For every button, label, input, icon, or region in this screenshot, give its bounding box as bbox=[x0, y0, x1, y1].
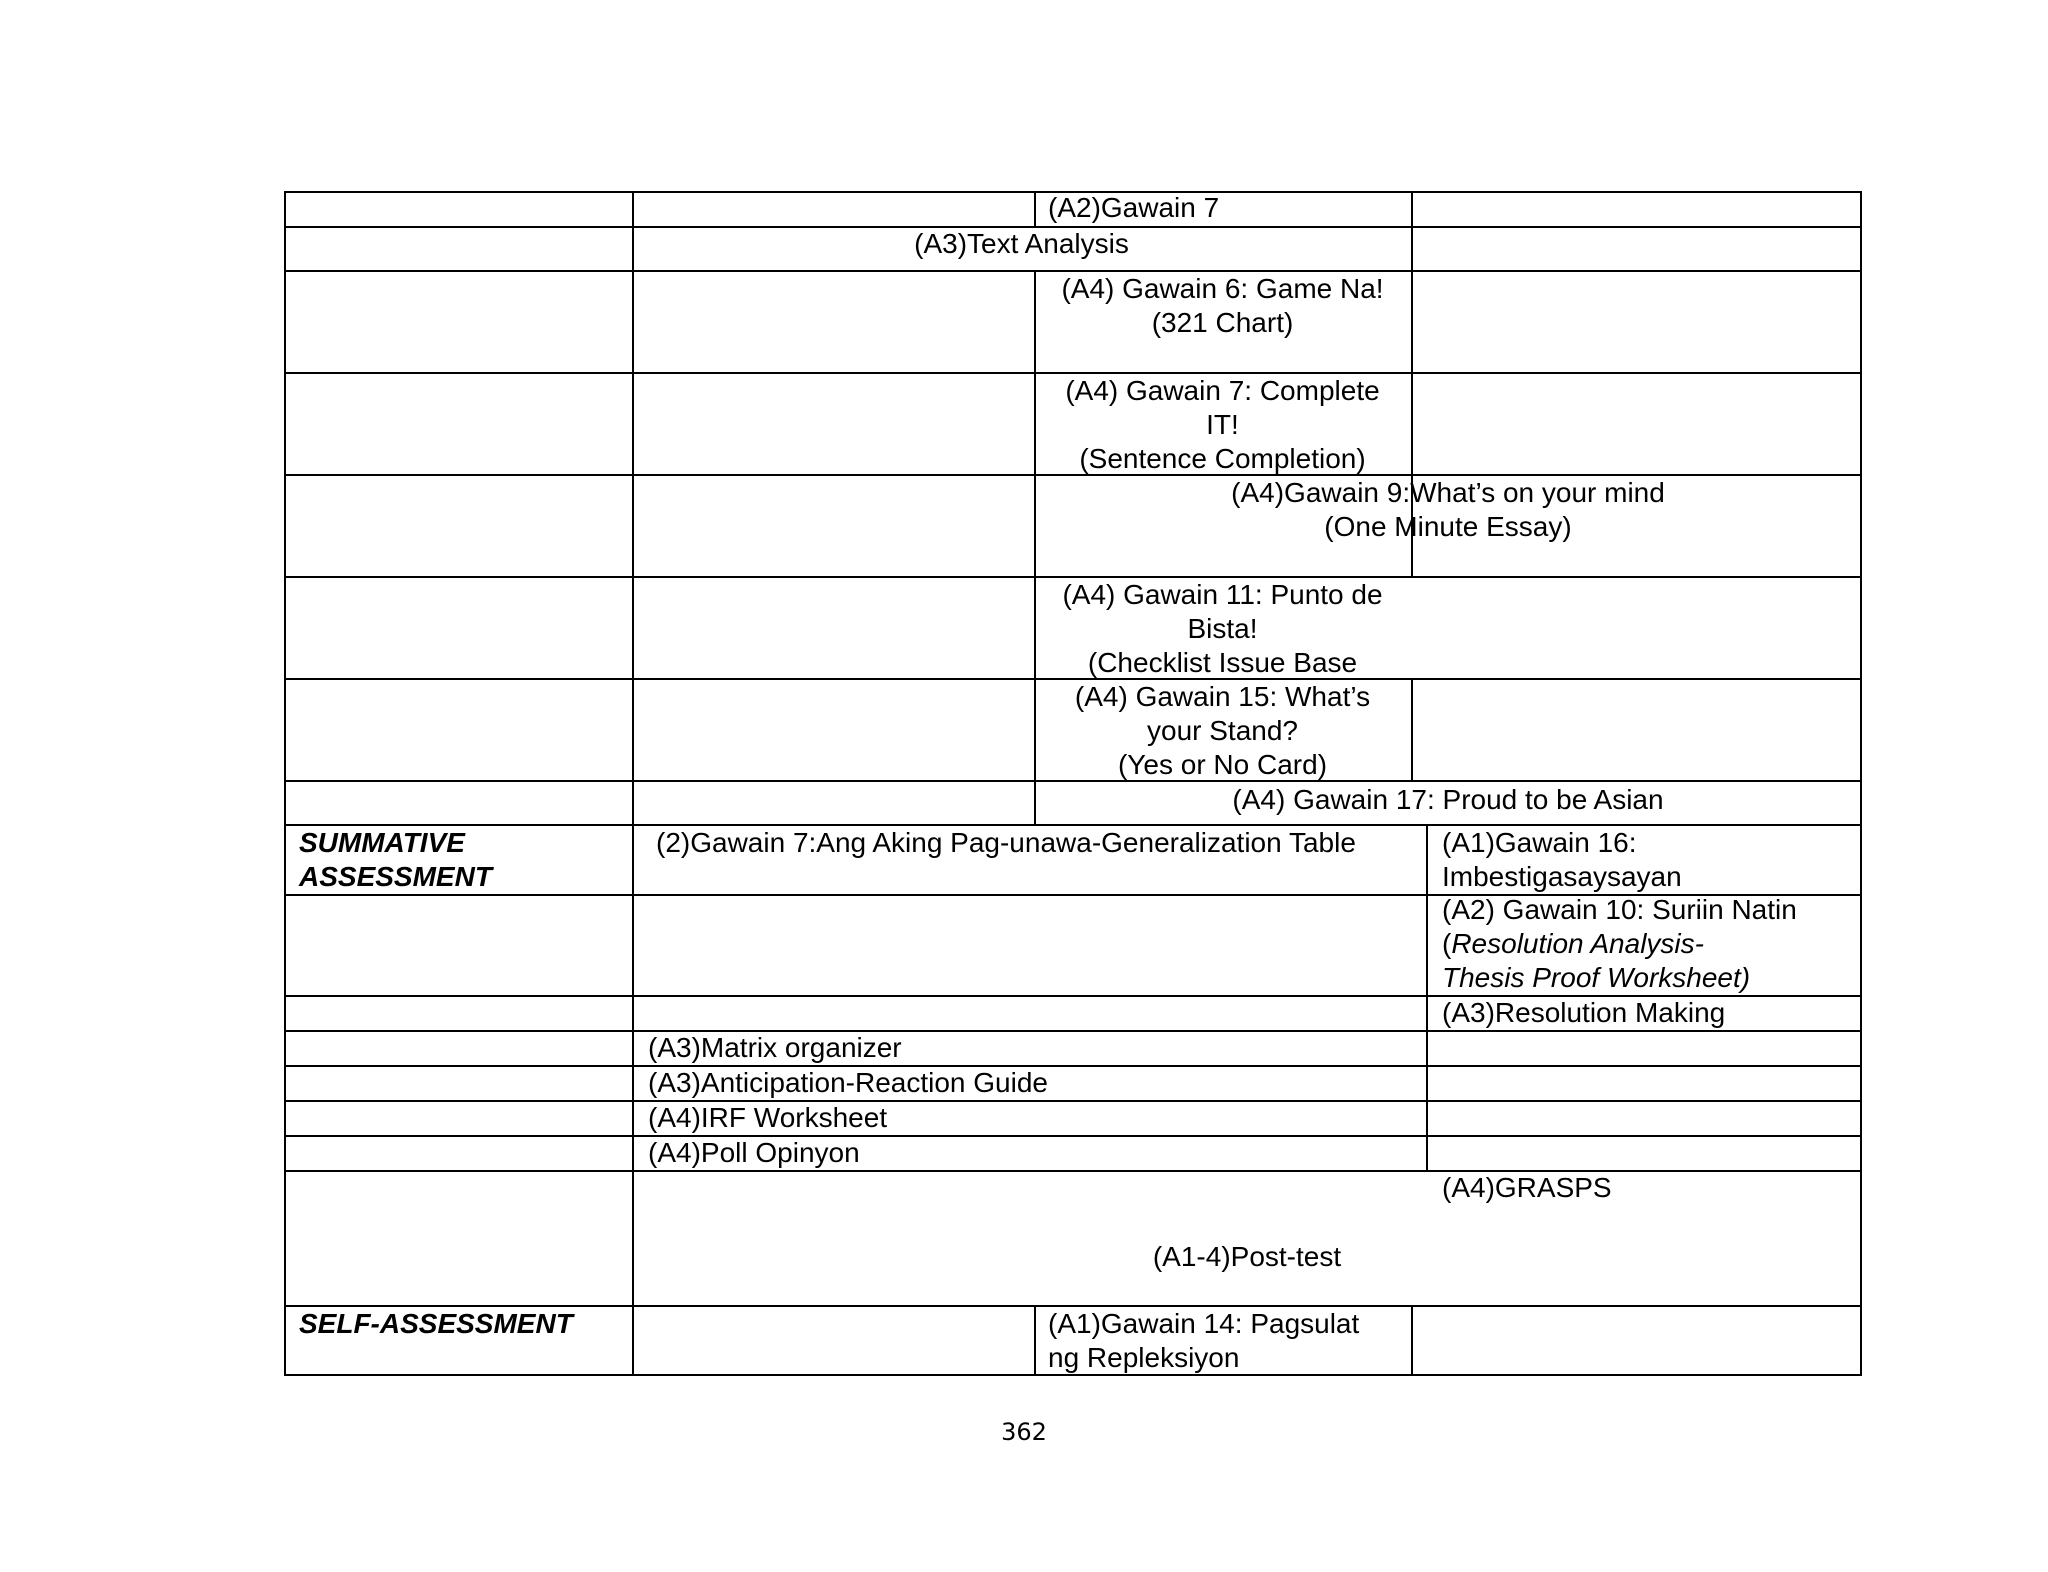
cell-r12-activity: (A3)Matrix organizer bbox=[648, 1032, 902, 1063]
cell-line: IT! bbox=[1206, 409, 1239, 440]
row-divider bbox=[284, 1065, 1862, 1067]
cell-r6-activity bbox=[1034, 578, 1411, 680]
cell-line: Thesis Proof Worksheet) bbox=[1442, 962, 1751, 993]
cell-line: (A1)Gawain 16: bbox=[1442, 827, 1637, 858]
cell-r16-right: (A4)GRASPS bbox=[1442, 1172, 1612, 1203]
column-divider bbox=[1034, 191, 1036, 227]
page-number: 362 bbox=[1001, 1418, 1047, 1446]
cell-r11-right: (A3)Resolution Making bbox=[1442, 997, 1726, 1028]
column-divider bbox=[1426, 824, 1428, 1170]
cell-line: ng Repleksiyon bbox=[1048, 1342, 1240, 1373]
cell-r10-right bbox=[1442, 893, 1797, 995]
cell-r9-right bbox=[1442, 826, 1682, 894]
cell-line: Imbestigasaysayan bbox=[1442, 861, 1682, 892]
cell-r9-activity: (2)Gawain 7:Ang Aking Pag-unawa-Generalization Table bbox=[656, 827, 1356, 858]
cell-line: (A4) Gawain 11: Punto de bbox=[1062, 579, 1383, 610]
cell-line: (Yes or No Card) bbox=[1117, 749, 1328, 780]
cell-line: (321 Chart) bbox=[1151, 307, 1294, 338]
cell-line: (A1)Gawain 14: Pagsulat bbox=[1048, 1308, 1360, 1339]
self-assessment-label: SELF-ASSESSMENT bbox=[299, 1308, 573, 1339]
cell-r4-activity bbox=[1034, 374, 1411, 476]
cell-line: Bista! bbox=[1187, 613, 1258, 644]
cell-line: (A2) Gawain 10: Suriin Natin bbox=[1442, 894, 1797, 925]
cell-r17-activity: (A1-4)Post-test bbox=[1152, 1241, 1342, 1272]
cell-r18-activity bbox=[1048, 1307, 1359, 1375]
cell-r7-activity bbox=[1034, 680, 1411, 782]
row-divider bbox=[284, 1100, 1862, 1102]
cell-line: (Checklist Issue Base bbox=[1087, 647, 1358, 678]
cell-r2-activity: (A3)Text Analysis bbox=[914, 228, 1129, 259]
cell-line: your Stand? bbox=[1147, 715, 1298, 746]
cell-r13-activity: (A3)Anticipation-Reaction Guide bbox=[648, 1067, 1048, 1098]
cell-r5-activity bbox=[1034, 476, 1862, 544]
row-divider bbox=[284, 1135, 1862, 1137]
summative-assessment-label bbox=[299, 826, 492, 894]
cell-line: (A4) Gawain 6: Game Na! bbox=[1061, 273, 1384, 304]
cell-r3-activity bbox=[1034, 272, 1411, 340]
cell-line: (A4) Gawain 15: What’s bbox=[1074, 681, 1371, 712]
cell-line: (A4)Gawain 9:What’s on your mind bbox=[1231, 477, 1665, 508]
cell-r1-activity: (A2)Gawain 7 bbox=[1048, 192, 1220, 223]
cell-line: ASSESSMENT bbox=[299, 861, 492, 892]
column-divider bbox=[1034, 1305, 1036, 1376]
row-divider bbox=[284, 1170, 1862, 1172]
paren-text: ( bbox=[1442, 928, 1452, 959]
cell-r15-activity: (A4)Poll Opinyon bbox=[648, 1137, 860, 1168]
cell-r8-activity: (A4) Gawain 17: Proud to be Asian bbox=[1232, 784, 1664, 815]
column-divider bbox=[1411, 678, 1413, 780]
italic-text: Resolution Analysis- bbox=[1451, 928, 1704, 959]
cell-r14-activity: (A4)IRF Worksheet bbox=[648, 1102, 888, 1133]
cell-line: (One Minute Essay) bbox=[1324, 511, 1572, 542]
column-divider bbox=[1411, 1305, 1413, 1376]
row-divider bbox=[284, 1030, 1862, 1032]
cell-line: SUMMATIVE bbox=[299, 827, 465, 858]
column-divider bbox=[632, 191, 634, 1376]
cell-line bbox=[1442, 927, 1797, 961]
cell-line: (Sentence Completion) bbox=[1079, 443, 1366, 474]
cell-line: (A4) Gawain 7: Complete bbox=[1065, 375, 1380, 406]
